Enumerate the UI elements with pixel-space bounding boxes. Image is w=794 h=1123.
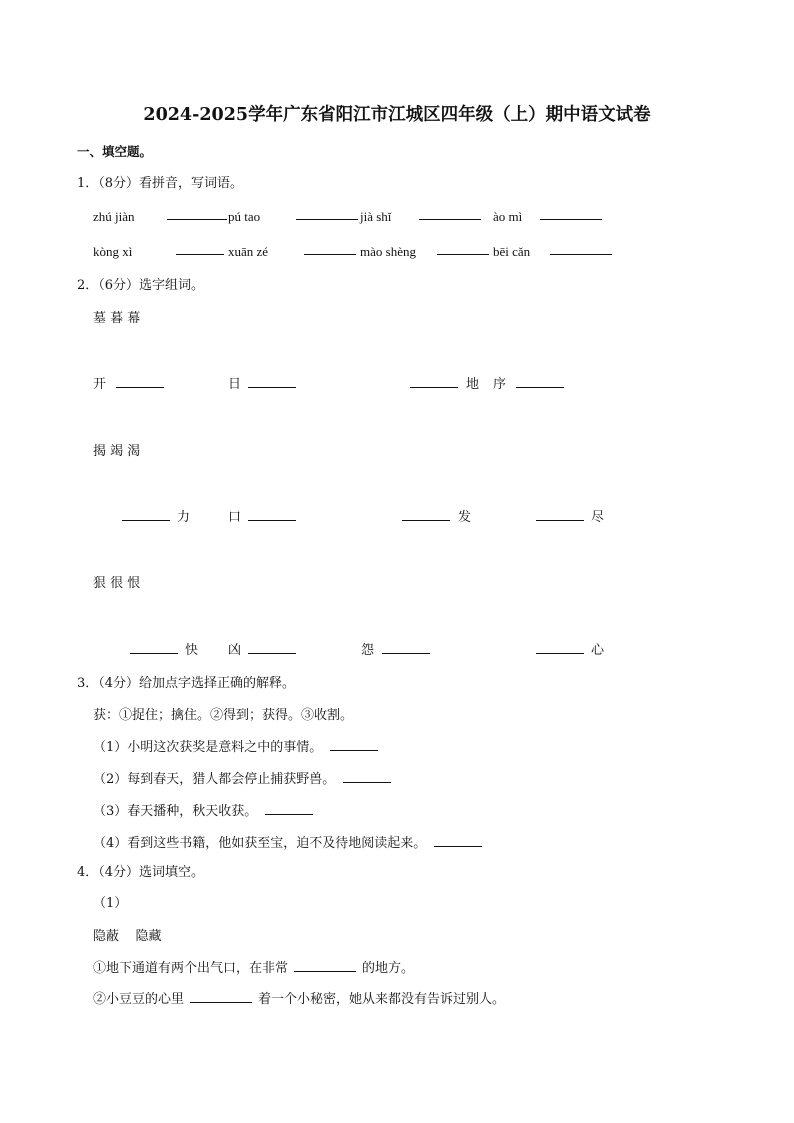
sentence-part: ①地下通道有两个出气口，在非常 [93, 961, 289, 976]
sentence-item: （2）每到春天，猎人都会停止捕获野兽。 [93, 772, 336, 787]
pinyin-8: bēi cǎn [493, 244, 531, 259]
answer-blank[interactable] [167, 218, 227, 220]
answer-blank[interactable] [304, 253, 356, 255]
pinyin-3: jià shǐ [360, 209, 392, 224]
sentence-item: （3）春天播种，秋天收获。 [93, 804, 258, 819]
sentence-item: （1）小明这次获奖是意料之中的事情。 [93, 740, 323, 755]
answer-blank[interactable] [437, 253, 489, 255]
answer-blank[interactable] [294, 970, 356, 972]
sub-question-label: （1） [93, 896, 128, 911]
answer-blank[interactable] [536, 519, 584, 521]
question-2-stem: 2．（6分）选字组词。 [77, 278, 205, 293]
answer-blank[interactable] [116, 386, 164, 388]
item-text: 凶 [228, 643, 242, 658]
question-1-stem: 1．（8分）看拼音，写词语。 [77, 176, 244, 191]
item-text: 力 [177, 510, 191, 525]
pinyin-4: ào mì [493, 209, 523, 224]
answer-blank[interactable] [550, 253, 612, 255]
item-text: 开 [93, 377, 107, 392]
answer-blank[interactable] [176, 253, 224, 255]
pinyin-7: mào shèng [360, 244, 416, 259]
char-group-3: 狠 很 恨 [93, 576, 141, 591]
item-text: 口 [228, 510, 242, 525]
answer-blank[interactable] [434, 845, 482, 847]
definition-text: 获：①捉住；擒住。②得到；获得。③收割。 [93, 708, 354, 723]
char-group-1: 墓 暮 幕 [93, 311, 141, 326]
page-title: 2024-2025学年广东省阳江市江城区四年级（上）期中语文试卷 [143, 105, 651, 125]
answer-blank[interactable] [296, 218, 358, 220]
question-4-stem: 4．（4分）选词填空。 [77, 865, 205, 880]
answer-blank[interactable] [248, 652, 296, 654]
answer-blank[interactable] [190, 1001, 252, 1003]
char-group-2: 揭 竭 渴 [93, 444, 141, 459]
section-heading: 一、填空题。 [77, 144, 153, 159]
sentence-part: 的地方。 [362, 961, 415, 976]
question-3-stem: 3．（4分）给加点字选择正确的解释。 [77, 676, 296, 691]
answer-blank[interactable] [410, 386, 458, 388]
sentence-item: （4）看到这些书籍，他如获至宝，迫不及待地阅读起来。 [93, 836, 427, 851]
item-text: 序 [493, 377, 507, 392]
answer-blank[interactable] [122, 519, 170, 521]
answer-blank[interactable] [265, 813, 313, 815]
item-text: 尽 [591, 510, 605, 525]
item-text: 地 [466, 377, 480, 392]
pinyin-1: zhú jiàn [93, 209, 135, 224]
answer-blank[interactable] [536, 652, 584, 654]
answer-blank[interactable] [330, 749, 378, 751]
answer-blank[interactable] [248, 386, 296, 388]
pinyin-5: kòng xì [93, 244, 133, 259]
answer-blank[interactable] [402, 519, 450, 521]
answer-blank[interactable] [516, 386, 564, 388]
sentence-part: ②小豆豆的心里 [93, 992, 185, 1007]
answer-blank[interactable] [540, 218, 602, 220]
answer-blank[interactable] [382, 652, 430, 654]
item-text: 日 [228, 377, 242, 392]
item-text: 心 [591, 643, 605, 658]
pinyin-2: pú tao [228, 209, 261, 224]
item-text: 快 [185, 643, 199, 658]
pinyin-6: xuān zé [228, 244, 269, 259]
item-text: 发 [458, 510, 472, 525]
word-choices: 隐蔽 隐藏 [93, 929, 162, 944]
answer-blank[interactable] [130, 652, 178, 654]
sentence-part: 着一个小秘密，她从来都没有告诉过别人。 [258, 992, 506, 1007]
answer-blank[interactable] [419, 218, 481, 220]
item-text: 怨 [361, 643, 375, 658]
answer-blank[interactable] [248, 519, 296, 521]
answer-blank[interactable] [343, 781, 391, 783]
